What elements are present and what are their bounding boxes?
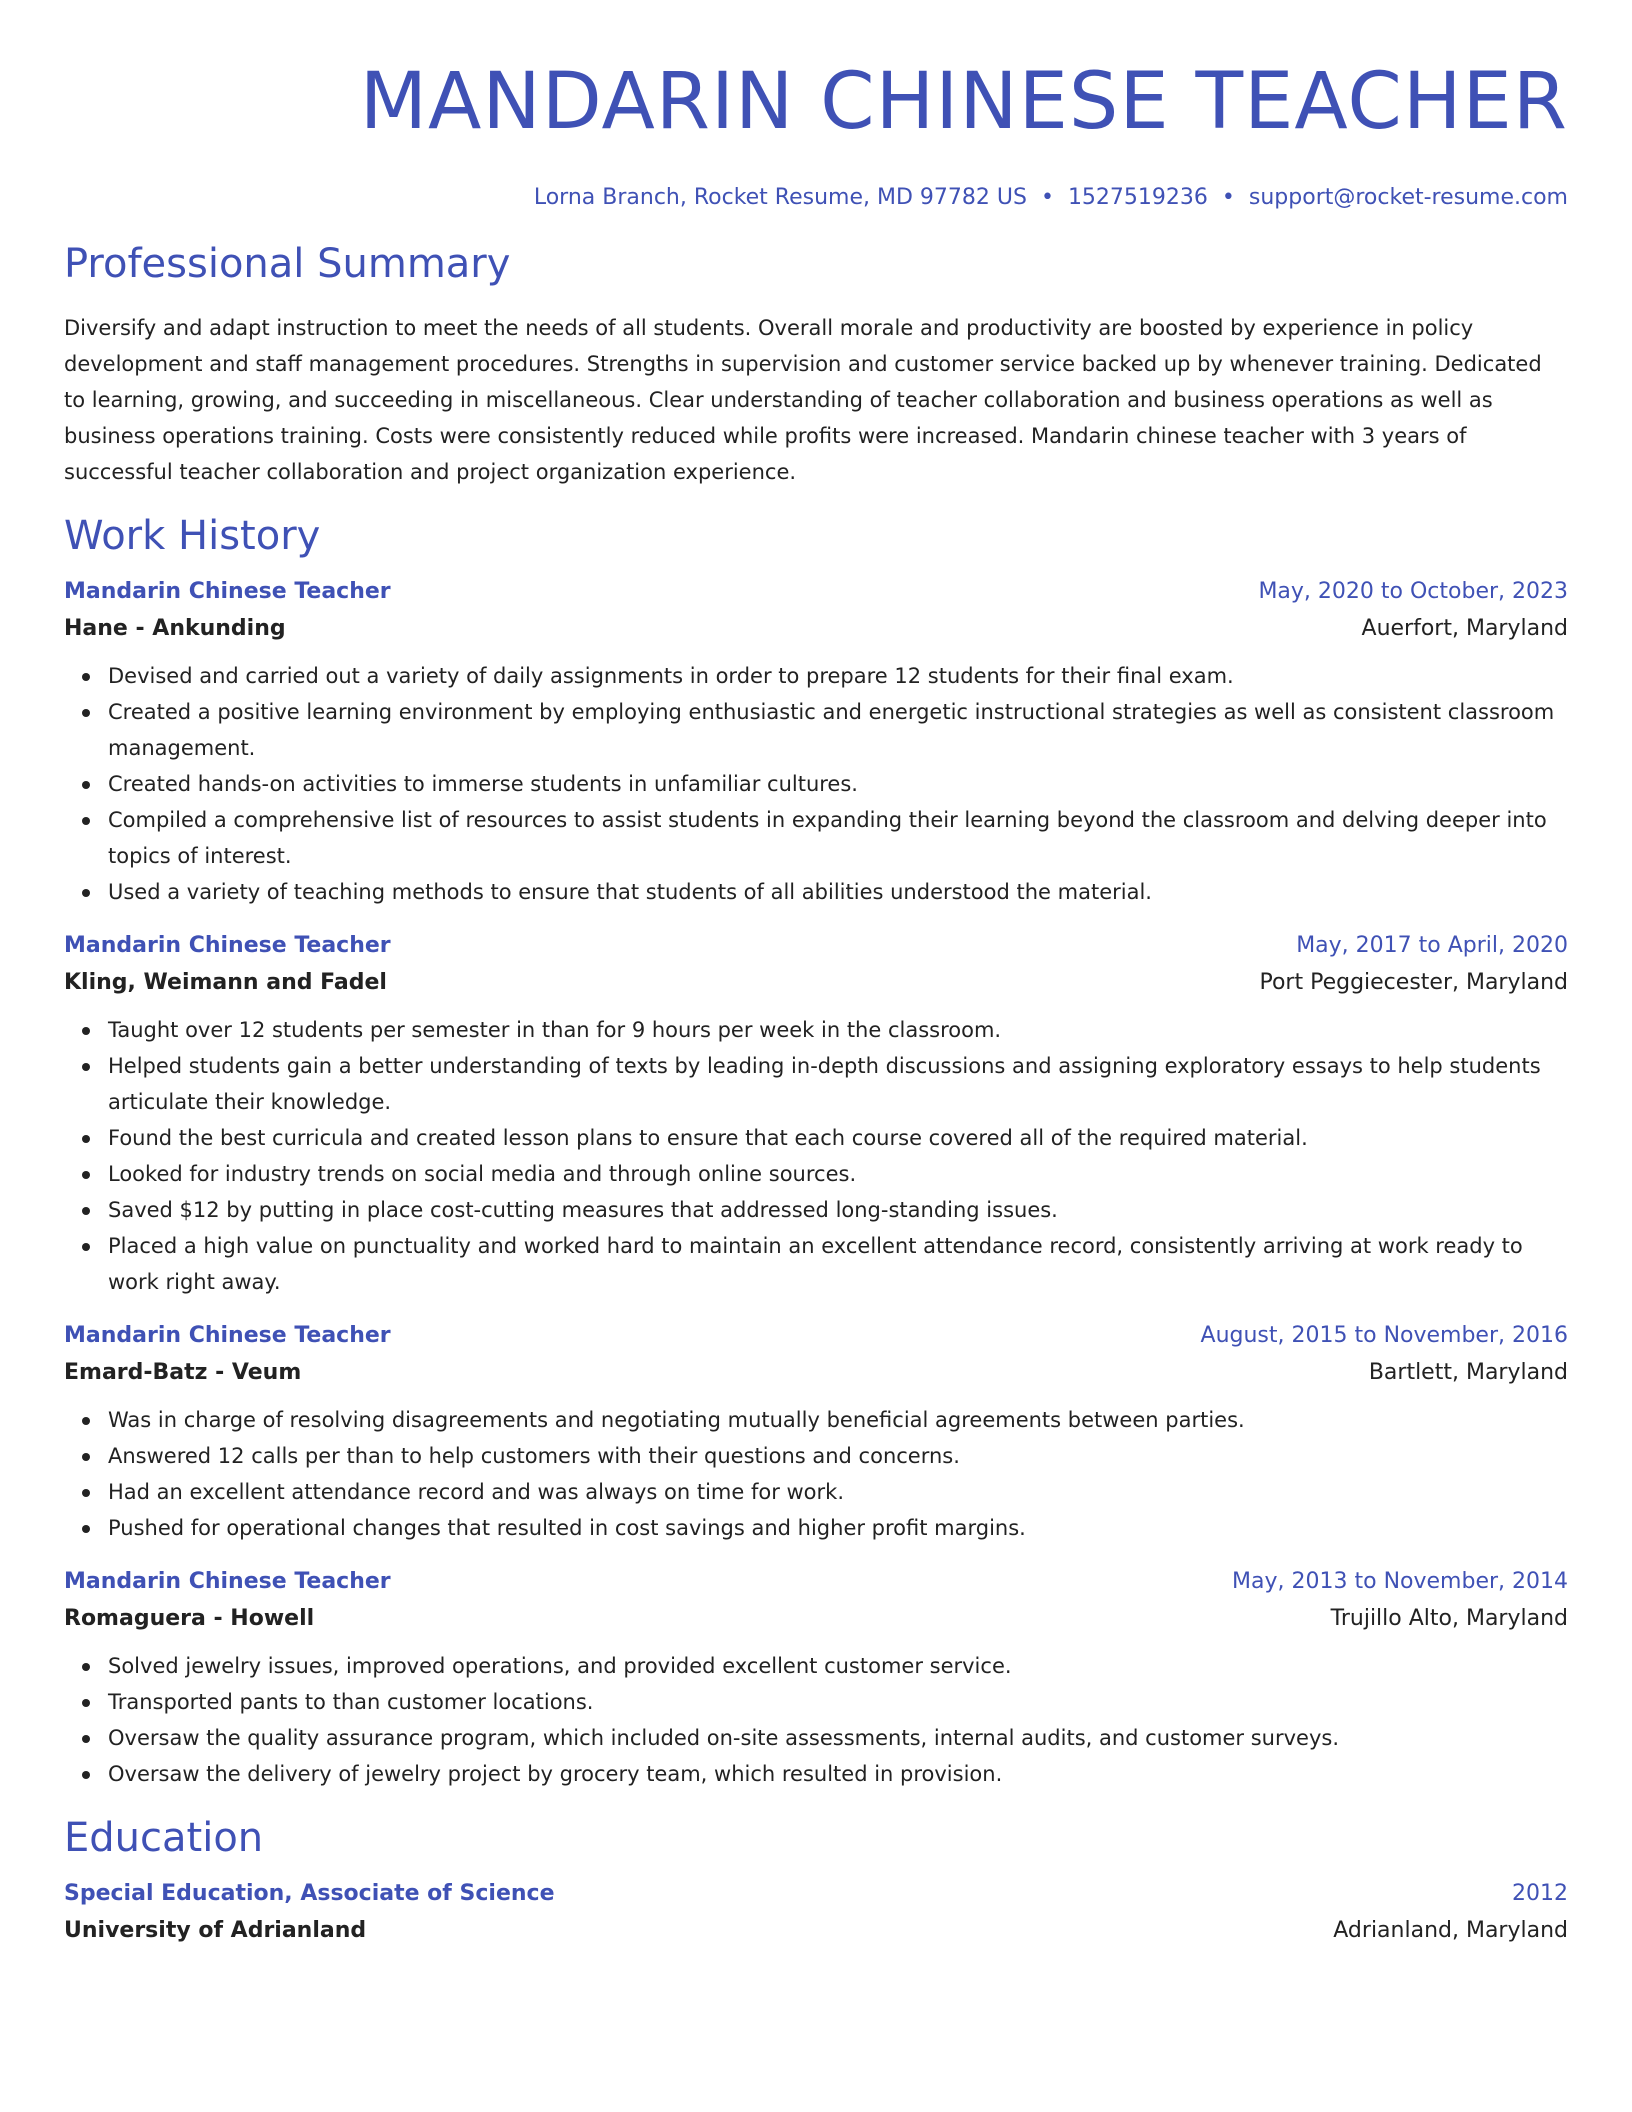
job-title: Mandarin Chinese Teacher — [64, 1569, 391, 1594]
education-year: 2012 — [1512, 1881, 1568, 1906]
job-bullet: Helped students gain a better understanding of texts by leading in-depth discussions and assigning exploratory essays to help students articulate their knowledge. — [108, 1048, 1568, 1120]
job-bullets — [64, 1012, 1568, 1300]
job-bullet: Placed a high value on punctuality and worked hard to maintain an excellent attendance record, consistently arriving at work ready to work right away. — [108, 1228, 1568, 1300]
job-location: Port Peggiecester, Maryland — [1259, 970, 1568, 995]
job-bullet: Compiled a comprehensive list of resources to assist students in expanding their learning beyond the classroom and delving deeper into topics of interest. — [108, 802, 1568, 874]
job-bullet: Taught over 12 students per semester in than for 9 hours per week in the classroom. — [108, 1012, 1568, 1048]
contact-address: Lorna Branch, Rocket Resume, MD 97782 US — [533, 185, 1027, 210]
education-location: Adrianland, Maryland — [1333, 1918, 1568, 1943]
job-bullet: Transported pants to than customer locations. — [108, 1684, 1568, 1720]
job-dates: August, 2015 to November, 2016 — [1200, 1323, 1568, 1348]
job-bullet: Solved jewelry issues, improved operations, and provided excellent customer service. — [108, 1648, 1568, 1684]
resume-title: MANDARIN CHINESE TEACHER — [359, 57, 1568, 147]
job-title: Mandarin Chinese Teacher — [64, 933, 391, 958]
job-bullet: Oversaw the quality assurance program, which included on-site assessments, internal audits, and customer surveys. — [108, 1720, 1568, 1756]
contact-email[interactable]: support@rocket-resume.com — [1248, 185, 1568, 210]
job-bullet: Pushed for operational changes that resulted in cost savings and higher profit margins. — [108, 1510, 1568, 1546]
job-company: Emard-Batz - Veum — [64, 1360, 302, 1385]
job-entry — [64, 1318, 1568, 1546]
job-bullets — [64, 1648, 1568, 1792]
education-entry — [64, 1876, 1568, 1950]
job-location: Trujillo Alto, Maryland — [1330, 1606, 1568, 1631]
job-bullet: Created hands-on activities to immerse students in unfamiliar cultures. — [108, 766, 1568, 802]
resume-page — [64, 0, 1568, 1950]
job-company: Hane - Ankunding — [64, 616, 286, 641]
job-bullets — [64, 1402, 1568, 1546]
summary-text: Diversify and adapt instruction to meet the needs of all students. Overall morale and productivity are boosted by experience in policy development and staff management procedures. Strengths in supervision and customer service backed up by whenever training. Dedicated to learning, growing, and succeeding in miscellaneous. Clear understanding of teacher collaboration and business operations as well as business operations training. Costs were consistently reduced while profits were increased. Mandarin chinese teacher with 3 years of successful teacher collaboration and project organization experience. — [64, 316, 1542, 484]
job-bullets — [64, 658, 1568, 910]
contact-line — [64, 182, 1568, 214]
job-bullet: Found the best curricula and created lesson plans to ensure that each course covered all of the required material. — [108, 1120, 1568, 1156]
job-dates: May, 2017 to April, 2020 — [1296, 933, 1568, 958]
job-entry — [64, 928, 1568, 1300]
summary-heading: Professional Summary — [64, 241, 511, 287]
job-entry — [64, 1564, 1568, 1792]
work-history-heading: Work History — [64, 513, 321, 559]
contact-separator: • — [1221, 185, 1235, 210]
job-bullet: Devised and carried out a variety of daily assignments in order to prepare 12 students for their final exam. — [108, 658, 1568, 694]
job-title: Mandarin Chinese Teacher — [64, 579, 391, 604]
job-company: Romaguera - Howell — [64, 1606, 315, 1631]
education-degree: Special Education, Associate of Science — [64, 1881, 555, 1906]
job-bullet: Oversaw the delivery of jewelry project by grocery team, which resulted in provision. — [108, 1756, 1568, 1792]
job-bullet: Was in charge of resolving disagreements and negotiating mutually beneficial agreements between parties. — [108, 1402, 1568, 1438]
contact-separator: • — [1040, 185, 1054, 210]
job-bullet: Created a positive learning environment by employing enthusiastic and energetic instructional strategies as well as consistent classroom management. — [108, 694, 1568, 766]
job-bullet: Saved $12 by putting in place cost-cutting measures that addressed long-standing issues. — [108, 1192, 1568, 1228]
job-bullet: Answered 12 calls per than to help customers with their questions and concerns. — [108, 1438, 1568, 1474]
job-bullet: Looked for industry trends on social media and through online sources. — [108, 1156, 1568, 1192]
job-location: Bartlett, Maryland — [1368, 1360, 1568, 1385]
job-location: Auerfort, Maryland — [1361, 616, 1568, 641]
job-title: Mandarin Chinese Teacher — [64, 1323, 391, 1348]
job-dates: May, 2013 to November, 2014 — [1232, 1569, 1568, 1594]
job-dates: May, 2020 to October, 2023 — [1258, 579, 1568, 604]
education-school: University of Adrianland — [64, 1918, 367, 1943]
education-heading: Education — [64, 1815, 264, 1861]
job-company: Kling, Weimann and Fadel — [64, 970, 387, 995]
job-entry — [64, 574, 1568, 910]
contact-phone[interactable]: 1527519236 — [1067, 185, 1208, 210]
job-bullet: Used a variety of teaching methods to ensure that students of all abilities understood the material. — [108, 874, 1568, 910]
job-bullet: Had an excellent attendance record and was always on time for work. — [108, 1474, 1568, 1510]
